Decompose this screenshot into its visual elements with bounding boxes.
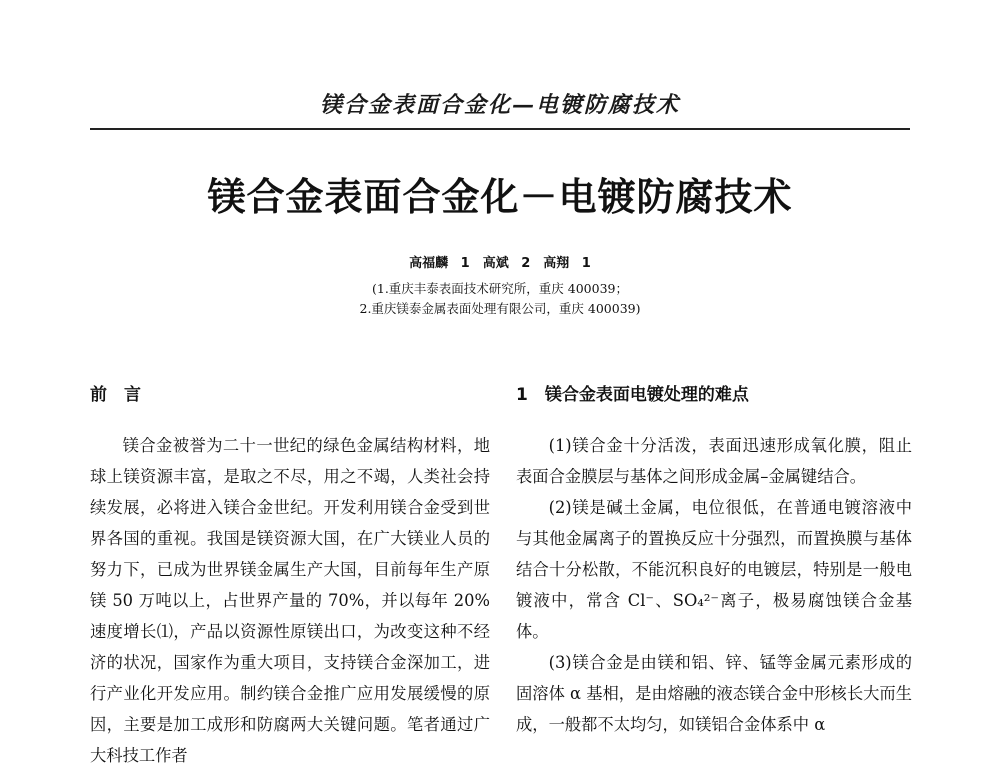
paper-title: 镁合金表面合金化－电镀防腐技术 <box>207 174 793 219</box>
body-paragraph: (1)镁合金十分活泼，表面迅速形成氧化膜，阻止表面合金膜层与基体之间形成金属–金属键结合。 <box>516 436 912 486</box>
author-list: 高福麟 1 高斌 2 高翔 1 <box>409 256 591 271</box>
section-heading-1: 1 镁合金表面电镀处理的难点 <box>516 385 749 405</box>
section-heading-preface: 前 言 <box>90 385 141 405</box>
body-paragraph: (2)镁是碱土金属，电位很低，在普通电镀溶液中与其他金属离子的置换反应十分强烈，而置换膜与基体结合十分松散，不能沉积良好的电镀层，特别是一般电镀液中，常含 Cl⁻、SO₄²⁻离子，极易腐蚀镁合金基体。 <box>516 498 912 641</box>
header-rule <box>90 128 910 130</box>
running-head: 镁合金表面合金化—电镀防腐技术 <box>319 92 680 118</box>
body-paragraph: (3)镁合金是由镁和铝、锌、锰等金属元素形成的固溶体 α 基相，是由熔融的液态镁合金中形核长大而生成，一般都不太均匀，如镁铝合金体系中 α <box>516 653 912 734</box>
body-paragraph: 镁合金被誉为二十一世纪的绿色金属结构材料，地球上镁资源丰富，是取之不尽，用之不竭，人类社会持续发展，必将进入镁合金世纪。开发利用镁合金受到世界各国的重视。我国是镁资源大国，在广大镁业人员的努力下，已成为世界镁金属生产大国，目前每年生产原镁 50 万吨以上，占世界产量的 70%，并以每年 20%速度增长⑴，产品以资源性原镁出口，为改变这种不经济的状况，国家作为重大项目，支持镁合金深加工，进行产业化开发应用。制约镁合金推广应用发展缓慢的原因，主要是加工成形和防腐两大关键问题。笔者通过广大科技工作者 <box>90 436 490 765</box>
affiliation-line: 2.重庆镁泰金属表面处理有限公司，重庆 400039) <box>359 301 641 316</box>
affiliation-line: (1.重庆丰泰表面技术研究所，重庆 400039； <box>372 281 628 296</box>
left-column <box>90 380 490 771</box>
right-column <box>516 380 912 740</box>
